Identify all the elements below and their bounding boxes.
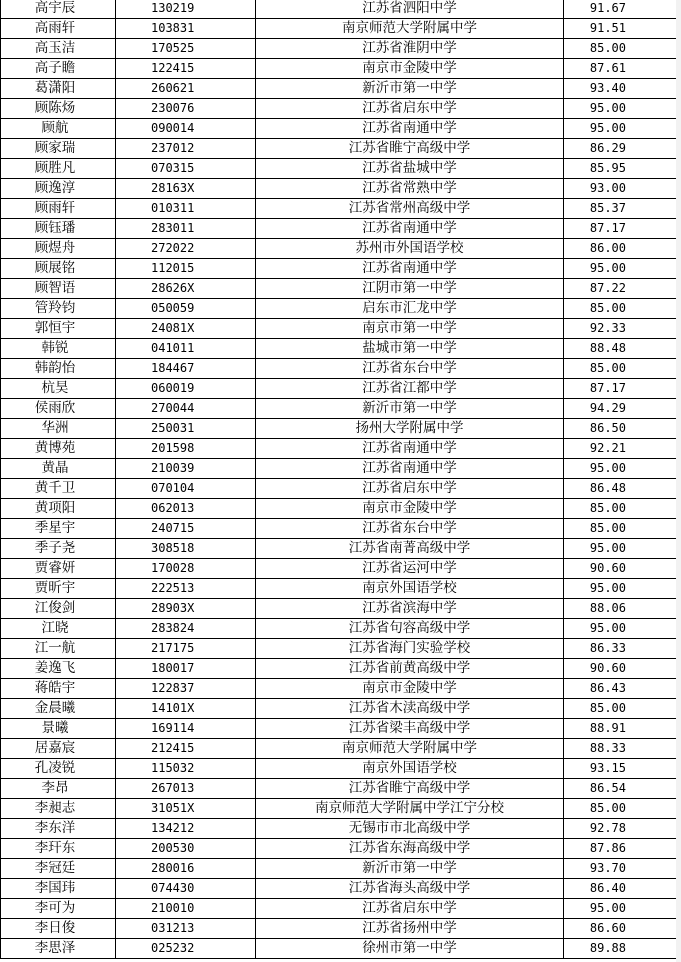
student-name-cell: 高雨轩 bbox=[1, 19, 116, 39]
table-row bbox=[1, 319, 677, 339]
student-name-cell: 季子尧 bbox=[1, 539, 116, 559]
score-cell: 89.88 bbox=[564, 939, 677, 959]
school-cell: 江苏省泗阳中学 bbox=[256, 0, 564, 19]
table-row bbox=[1, 259, 677, 279]
student-id-cell: 283011 bbox=[116, 219, 256, 239]
student-name-cell: 顾家瑞 bbox=[1, 139, 116, 159]
school-cell: 南京师范大学附属中学 bbox=[256, 739, 564, 759]
student-name-cell: 贾昕宇 bbox=[1, 579, 116, 599]
student-id-cell: 14101X bbox=[116, 699, 256, 719]
student-name-cell: 黄项阳 bbox=[1, 499, 116, 519]
school-cell: 江苏省运河中学 bbox=[256, 559, 564, 579]
student-name-cell: 顾陈炀 bbox=[1, 99, 116, 119]
score-cell: 86.00 bbox=[564, 239, 677, 259]
table-row bbox=[1, 159, 677, 179]
school-cell: 新沂市第一中学 bbox=[256, 399, 564, 419]
table-row bbox=[1, 79, 677, 99]
school-cell: 南京外国语学校 bbox=[256, 579, 564, 599]
scrollbar[interactable] bbox=[676, 0, 681, 962]
school-cell: 徐州市第一中学 bbox=[256, 939, 564, 959]
student-name-cell: 江晓 bbox=[1, 619, 116, 639]
table-row bbox=[1, 579, 677, 599]
student-id-cell: 200530 bbox=[116, 839, 256, 859]
student-name-cell: 顾展铭 bbox=[1, 259, 116, 279]
score-cell: 95.00 bbox=[564, 259, 677, 279]
student-name-cell: 蒋皓宇 bbox=[1, 679, 116, 699]
student-name-cell: 金晨曦 bbox=[1, 699, 116, 719]
student-name-cell: 李可为 bbox=[1, 899, 116, 919]
table-row bbox=[1, 839, 677, 859]
student-id-cell: 28903X bbox=[116, 599, 256, 619]
table-row bbox=[1, 619, 677, 639]
student-name-cell: 李思泽 bbox=[1, 939, 116, 959]
student-name-cell: 顾胜凡 bbox=[1, 159, 116, 179]
table-row bbox=[1, 439, 677, 459]
table-row bbox=[1, 879, 677, 899]
score-cell: 87.22 bbox=[564, 279, 677, 299]
score-cell: 92.21 bbox=[564, 439, 677, 459]
school-cell: 江苏省淮阴中学 bbox=[256, 39, 564, 59]
school-cell: 江苏省海门实验学校 bbox=[256, 639, 564, 659]
school-cell: 南京市金陵中学 bbox=[256, 679, 564, 699]
score-cell: 86.48 bbox=[564, 479, 677, 499]
student-id-cell: 062013 bbox=[116, 499, 256, 519]
school-cell: 江苏省睢宁高级中学 bbox=[256, 139, 564, 159]
school-cell: 南京市金陵中学 bbox=[256, 59, 564, 79]
school-cell: 江苏省启东中学 bbox=[256, 899, 564, 919]
school-cell: 江苏省常州高级中学 bbox=[256, 199, 564, 219]
score-cell: 85.37 bbox=[564, 199, 677, 219]
student-id-cell: 260621 bbox=[116, 79, 256, 99]
table-row bbox=[1, 39, 677, 59]
table-row bbox=[1, 459, 677, 479]
score-cell: 86.60 bbox=[564, 919, 677, 939]
student-name-cell: 贾睿妍 bbox=[1, 559, 116, 579]
student-name-cell: 景曦 bbox=[1, 719, 116, 739]
score-cell: 91.67 bbox=[564, 0, 677, 19]
student-id-cell: 28163X bbox=[116, 179, 256, 199]
score-cell: 88.48 bbox=[564, 339, 677, 359]
student-id-cell: 031213 bbox=[116, 919, 256, 939]
school-cell: 江苏省滨海中学 bbox=[256, 599, 564, 619]
table-row bbox=[1, 639, 677, 659]
school-cell: 江苏省江都中学 bbox=[256, 379, 564, 399]
score-cell: 87.61 bbox=[564, 59, 677, 79]
school-cell: 江苏省南通中学 bbox=[256, 219, 564, 239]
table-row bbox=[1, 539, 677, 559]
student-id-cell: 308518 bbox=[116, 539, 256, 559]
table-row bbox=[1, 359, 677, 379]
school-cell: 南京市金陵中学 bbox=[256, 499, 564, 519]
student-id-cell: 272022 bbox=[116, 239, 256, 259]
school-cell: 江苏省东台中学 bbox=[256, 359, 564, 379]
score-cell: 95.00 bbox=[564, 619, 677, 639]
student-id-cell: 31051X bbox=[116, 799, 256, 819]
table-row bbox=[1, 379, 677, 399]
school-cell: 南京市第一中学 bbox=[256, 319, 564, 339]
student-name-cell: 郭恒宇 bbox=[1, 319, 116, 339]
student-name-cell: 顾智语 bbox=[1, 279, 116, 299]
student-name-cell: 姜逸飞 bbox=[1, 659, 116, 679]
school-cell: 江苏省南菁高级中学 bbox=[256, 539, 564, 559]
student-id-cell: 115032 bbox=[116, 759, 256, 779]
school-cell: 江苏省海头高级中学 bbox=[256, 879, 564, 899]
table-row bbox=[1, 279, 677, 299]
school-cell: 江苏省句容高级中学 bbox=[256, 619, 564, 639]
school-cell: 扬州大学附属中学 bbox=[256, 419, 564, 439]
score-cell: 85.00 bbox=[564, 519, 677, 539]
score-cell: 87.17 bbox=[564, 379, 677, 399]
student-name-cell: 顾雨轩 bbox=[1, 199, 116, 219]
table-row bbox=[1, 139, 677, 159]
table-row bbox=[1, 659, 677, 679]
student-name-cell: 顾逸淳 bbox=[1, 179, 116, 199]
student-id-cell: 010311 bbox=[116, 199, 256, 219]
score-cell: 91.51 bbox=[564, 19, 677, 39]
table-row bbox=[1, 719, 677, 739]
student-name-cell: 黄千卫 bbox=[1, 479, 116, 499]
table-row bbox=[1, 99, 677, 119]
student-id-cell: 130219 bbox=[116, 0, 256, 19]
table-row bbox=[1, 219, 677, 239]
score-cell: 86.33 bbox=[564, 639, 677, 659]
table-row bbox=[1, 479, 677, 499]
student-id-cell: 170525 bbox=[116, 39, 256, 59]
student-name-cell: 管羚钧 bbox=[1, 299, 116, 319]
student-name-cell: 顾煜舟 bbox=[1, 239, 116, 259]
student-name-cell: 韩韵怡 bbox=[1, 359, 116, 379]
table-row bbox=[1, 399, 677, 419]
student-id-cell: 210010 bbox=[116, 899, 256, 919]
table-row bbox=[1, 559, 677, 579]
score-cell: 95.00 bbox=[564, 899, 677, 919]
table-row bbox=[1, 59, 677, 79]
student-id-cell: 267013 bbox=[116, 779, 256, 799]
student-id-cell: 283824 bbox=[116, 619, 256, 639]
student-id-cell: 217175 bbox=[116, 639, 256, 659]
results-table-body bbox=[1, 0, 677, 959]
score-cell: 95.00 bbox=[564, 579, 677, 599]
score-cell: 85.00 bbox=[564, 699, 677, 719]
student-id-cell: 090014 bbox=[116, 119, 256, 139]
score-cell: 87.17 bbox=[564, 219, 677, 239]
student-id-cell: 074430 bbox=[116, 879, 256, 899]
table-row bbox=[1, 779, 677, 799]
school-cell: 江苏省启东中学 bbox=[256, 99, 564, 119]
table-row bbox=[1, 819, 677, 839]
school-cell: 盐城市第一中学 bbox=[256, 339, 564, 359]
student-id-cell: 270044 bbox=[116, 399, 256, 419]
student-name-cell: 江俊剑 bbox=[1, 599, 116, 619]
score-cell: 86.50 bbox=[564, 419, 677, 439]
table-row bbox=[1, 199, 677, 219]
score-cell: 95.00 bbox=[564, 119, 677, 139]
score-cell: 85.00 bbox=[564, 39, 677, 59]
student-id-cell: 041011 bbox=[116, 339, 256, 359]
school-cell: 江苏省木渎高级中学 bbox=[256, 699, 564, 719]
student-id-cell: 070104 bbox=[116, 479, 256, 499]
school-cell: 苏州市外国语学校 bbox=[256, 239, 564, 259]
school-cell: 启东市汇龙中学 bbox=[256, 299, 564, 319]
table-row bbox=[1, 599, 677, 619]
student-id-cell: 240715 bbox=[116, 519, 256, 539]
school-cell: 江苏省南通中学 bbox=[256, 259, 564, 279]
student-name-cell: 李昂 bbox=[1, 779, 116, 799]
school-cell: 江苏省前黄高级中学 bbox=[256, 659, 564, 679]
table-row bbox=[1, 299, 677, 319]
score-cell: 85.00 bbox=[564, 799, 677, 819]
school-cell: 江苏省扬州中学 bbox=[256, 919, 564, 939]
student-name-cell: 李玕东 bbox=[1, 839, 116, 859]
score-cell: 87.86 bbox=[564, 839, 677, 859]
school-cell: 江苏省盐城中学 bbox=[256, 159, 564, 179]
table-row bbox=[1, 19, 677, 39]
student-id-cell: 122837 bbox=[116, 679, 256, 699]
student-id-cell: 280016 bbox=[116, 859, 256, 879]
table-row bbox=[1, 519, 677, 539]
student-id-cell: 050059 bbox=[116, 299, 256, 319]
student-name-cell: 顾航 bbox=[1, 119, 116, 139]
score-cell: 86.43 bbox=[564, 679, 677, 699]
student-name-cell: 华洲 bbox=[1, 419, 116, 439]
table-row bbox=[1, 0, 677, 19]
score-cell: 95.00 bbox=[564, 99, 677, 119]
student-name-cell: 葛潇阳 bbox=[1, 79, 116, 99]
school-cell: 江苏省常熟中学 bbox=[256, 179, 564, 199]
student-id-cell: 184467 bbox=[116, 359, 256, 379]
student-name-cell: 黄晶 bbox=[1, 459, 116, 479]
table-row bbox=[1, 699, 677, 719]
score-cell: 94.29 bbox=[564, 399, 677, 419]
student-name-cell: 李日俊 bbox=[1, 919, 116, 939]
school-cell: 南京师范大学附属中学 bbox=[256, 19, 564, 39]
student-name-cell: 李昶志 bbox=[1, 799, 116, 819]
score-cell: 85.00 bbox=[564, 499, 677, 519]
student-name-cell: 居嘉宸 bbox=[1, 739, 116, 759]
table-row bbox=[1, 239, 677, 259]
school-cell: 江苏省东海高级中学 bbox=[256, 839, 564, 859]
student-id-cell: 025232 bbox=[116, 939, 256, 959]
student-id-cell: 24081X bbox=[116, 319, 256, 339]
table-row bbox=[1, 759, 677, 779]
score-cell: 92.33 bbox=[564, 319, 677, 339]
table-row bbox=[1, 799, 677, 819]
score-cell: 88.33 bbox=[564, 739, 677, 759]
school-cell: 无锡市市北高级中学 bbox=[256, 819, 564, 839]
student-id-cell: 170028 bbox=[116, 559, 256, 579]
score-cell: 93.70 bbox=[564, 859, 677, 879]
table-row bbox=[1, 899, 677, 919]
student-id-cell: 169114 bbox=[116, 719, 256, 739]
score-cell: 86.40 bbox=[564, 879, 677, 899]
table-row bbox=[1, 859, 677, 879]
student-id-cell: 122415 bbox=[116, 59, 256, 79]
score-cell: 86.29 bbox=[564, 139, 677, 159]
student-id-cell: 180017 bbox=[116, 659, 256, 679]
student-id-cell: 201598 bbox=[116, 439, 256, 459]
table-row bbox=[1, 499, 677, 519]
score-cell: 93.00 bbox=[564, 179, 677, 199]
table-row bbox=[1, 679, 677, 699]
score-cell: 88.91 bbox=[564, 719, 677, 739]
student-id-cell: 210039 bbox=[116, 459, 256, 479]
school-cell: 南京外国语学校 bbox=[256, 759, 564, 779]
student-name-cell: 侯雨欣 bbox=[1, 399, 116, 419]
school-cell: 江苏省南通中学 bbox=[256, 459, 564, 479]
student-id-cell: 112015 bbox=[116, 259, 256, 279]
table-row bbox=[1, 119, 677, 139]
student-name-cell: 李东洋 bbox=[1, 819, 116, 839]
student-name-cell: 高宇辰 bbox=[1, 0, 116, 19]
student-name-cell: 杭昊 bbox=[1, 379, 116, 399]
student-name-cell: 孔凌锐 bbox=[1, 759, 116, 779]
score-cell: 88.06 bbox=[564, 599, 677, 619]
school-cell: 南京师范大学附属中学江宁分校 bbox=[256, 799, 564, 819]
table-row bbox=[1, 179, 677, 199]
table-row bbox=[1, 919, 677, 939]
student-id-cell: 070315 bbox=[116, 159, 256, 179]
student-id-cell: 230076 bbox=[116, 99, 256, 119]
score-cell: 90.60 bbox=[564, 559, 677, 579]
student-name-cell: 江一航 bbox=[1, 639, 116, 659]
table-row bbox=[1, 419, 677, 439]
student-id-cell: 28626X bbox=[116, 279, 256, 299]
school-cell: 江苏省东台中学 bbox=[256, 519, 564, 539]
score-cell: 85.95 bbox=[564, 159, 677, 179]
student-name-cell: 季星宇 bbox=[1, 519, 116, 539]
table-row bbox=[1, 739, 677, 759]
table-row bbox=[1, 939, 677, 959]
student-id-cell: 222513 bbox=[116, 579, 256, 599]
school-cell: 江阴市第一中学 bbox=[256, 279, 564, 299]
student-id-cell: 060019 bbox=[116, 379, 256, 399]
student-name-cell: 韩锐 bbox=[1, 339, 116, 359]
school-cell: 江苏省睢宁高级中学 bbox=[256, 779, 564, 799]
score-cell: 85.00 bbox=[564, 359, 677, 379]
score-cell: 90.60 bbox=[564, 659, 677, 679]
student-name-cell: 李国玮 bbox=[1, 879, 116, 899]
score-cell: 93.15 bbox=[564, 759, 677, 779]
school-cell: 江苏省启东中学 bbox=[256, 479, 564, 499]
student-id-cell: 237012 bbox=[116, 139, 256, 159]
student-id-cell: 250031 bbox=[116, 419, 256, 439]
student-name-cell: 高子瞻 bbox=[1, 59, 116, 79]
student-name-cell: 黄博苑 bbox=[1, 439, 116, 459]
school-cell: 新沂市第一中学 bbox=[256, 859, 564, 879]
student-id-cell: 134212 bbox=[116, 819, 256, 839]
score-cell: 85.00 bbox=[564, 299, 677, 319]
student-id-cell: 212415 bbox=[116, 739, 256, 759]
score-cell: 92.78 bbox=[564, 819, 677, 839]
score-cell: 93.40 bbox=[564, 79, 677, 99]
score-cell: 86.54 bbox=[564, 779, 677, 799]
school-cell: 江苏省梁丰高级中学 bbox=[256, 719, 564, 739]
student-name-cell: 李冠廷 bbox=[1, 859, 116, 879]
school-cell: 江苏省南通中学 bbox=[256, 439, 564, 459]
student-name-cell: 高玉洁 bbox=[1, 39, 116, 59]
score-cell: 95.00 bbox=[564, 539, 677, 559]
school-cell: 江苏省南通中学 bbox=[256, 119, 564, 139]
score-cell: 95.00 bbox=[564, 459, 677, 479]
table-row bbox=[1, 339, 677, 359]
school-cell: 新沂市第一中学 bbox=[256, 79, 564, 99]
student-id-cell: 103831 bbox=[116, 19, 256, 39]
student-name-cell: 顾钰璠 bbox=[1, 219, 116, 239]
